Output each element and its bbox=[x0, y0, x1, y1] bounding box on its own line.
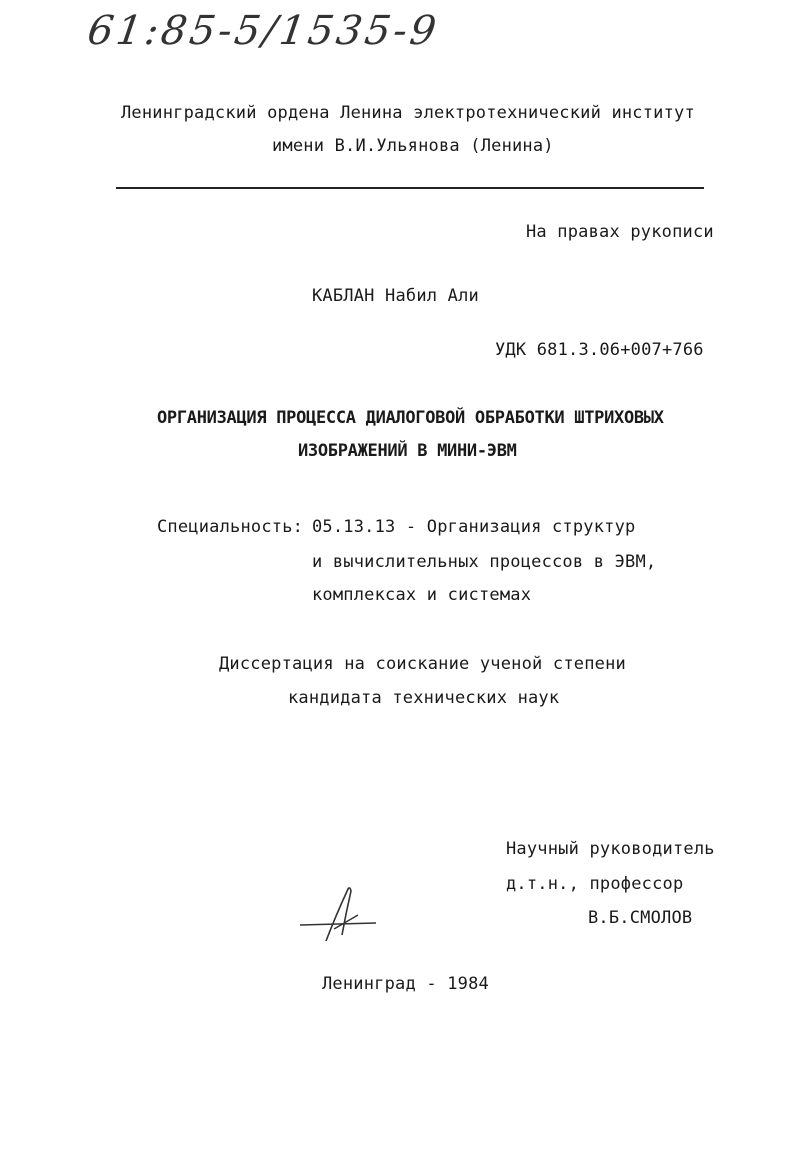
thesis-title-line-1: ОРГАНИЗАЦИЯ ПРОЦЕССА ДИАЛОГОВОЙ ОБРАБОТКИ ШТРИХОВЫХ bbox=[157, 408, 664, 428]
author-name: КАБЛАН Набил Али bbox=[312, 286, 479, 306]
specialty-line-2: и вычислительных процессов в ЭВМ, bbox=[312, 552, 657, 572]
institute-line-1: Ленинградский ордена Ленина электротехнический институт bbox=[121, 103, 695, 123]
signature-mark bbox=[296, 885, 386, 945]
archive-number-handwritten: 61:85-5/1535-9 bbox=[84, 8, 442, 54]
specialty-line-1: 05.13.13 - Организация структур bbox=[312, 517, 636, 537]
degree-line-2: кандидата технических наук bbox=[288, 688, 560, 708]
supervisor-name: В.Б.СМОЛОВ bbox=[588, 908, 693, 928]
supervisor-role: Научный руководитель bbox=[506, 839, 715, 859]
manuscript-rights: На правах рукописи bbox=[526, 222, 714, 242]
city-year: Ленинград - 1984 bbox=[322, 974, 489, 994]
specialty-label: Специальность: bbox=[157, 517, 304, 537]
institute-line-2: имени В.И.Ульянова (Ленина) bbox=[272, 136, 554, 156]
udc-code: УДК 681.3.06+007+766 bbox=[495, 340, 704, 360]
degree-line-1: Диссертация на соискание ученой степени bbox=[219, 654, 626, 674]
supervisor-title: д.т.н., профессор bbox=[506, 874, 684, 894]
specialty-line-3: комплексах и системах bbox=[312, 585, 532, 605]
thesis-title-line-2: ИЗОБРАЖЕНИЙ В МИНИ-ЭВМ bbox=[298, 441, 517, 461]
header-divider bbox=[116, 187, 704, 189]
